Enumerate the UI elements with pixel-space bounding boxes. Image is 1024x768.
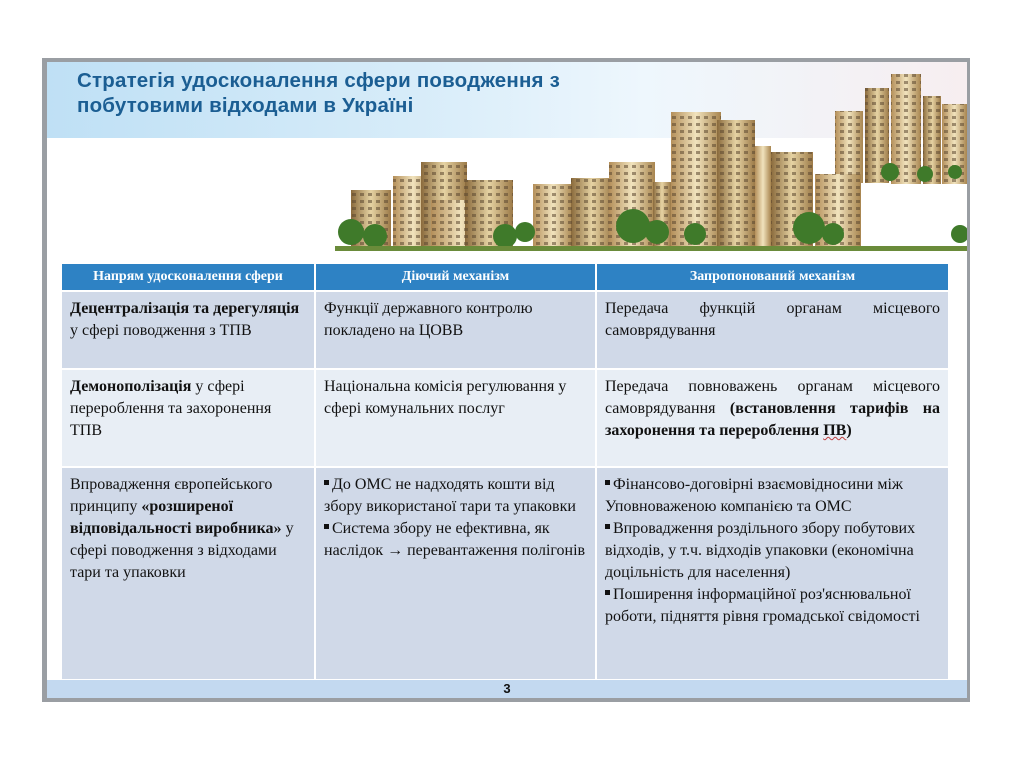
direction-rest: у сфері перероблення та захоронення ТПВ [70,378,272,439]
proposed-bold-underlined: ПВ [823,422,847,439]
square-bullet-icon [605,480,610,485]
cell-proposed [596,369,948,467]
square-bullet-icon [605,524,610,529]
strategy-table [62,264,948,679]
bullet-text: До ОМС не надходять кошти від збору використаної тари та упаковки [324,476,576,515]
proposed-bold: (встановлення тарифів на захоронення та перероблення [605,400,940,439]
cell-proposed [596,467,948,679]
slide-title-line-1: Стратегія удосконалення сфери поводження з [77,69,560,92]
bullet-item [324,474,587,518]
table-row [62,291,948,369]
direction-rest: у сфері поводження з ТПВ [70,322,252,339]
cell-proposed: Передача функцій органам місцевого самоврядування [596,291,948,369]
square-bullet-icon [605,590,610,595]
bullet-text: Система збору не ефективна, як наслідок → перевантаження полігонів [324,520,586,559]
buildings-front [351,112,861,248]
slide-frame [42,58,970,702]
table-header-row [62,264,948,291]
proposed-bold-end: ) [846,422,852,439]
cell-direction [62,369,315,467]
direction-plain: Впровадження європейського принципу [70,476,273,515]
direction-rest: у сфері поводження з відходами тари та упаковки [70,520,294,581]
table-row [62,369,948,467]
slide-title-line-2: побутовими відходами в Україні [77,94,414,117]
city-buildings-image [335,66,967,251]
bullet-text: Фінансово-договірні взаємовідносини між Уповноваженою компанією та ОМС [605,476,903,515]
cell-current [315,467,596,679]
cell-current: Функції державного контролю покладено на ЦОВВ [315,291,596,369]
cell-current: Національна комісія регулювання у сфері комунальних послуг [315,369,596,467]
grass [335,246,967,251]
square-bullet-icon [324,524,329,529]
column-header-current: Діючий механізм [315,264,596,291]
square-bullet-icon [324,480,329,485]
slide [47,62,967,698]
bullet-item [605,584,940,628]
direction-bold: Демонополізація [70,378,192,395]
direction-bold: «розширеної відповідальності виробника» [70,498,282,537]
bullet-text: Поширення інформаційної роз'яснювальної роботи, підняття рівня громадської свідомості [605,586,920,625]
column-header-proposed: Запропонований механізм [596,264,948,291]
page-number: 3 [503,681,511,696]
column-header-direction: Напрям удосконалення сфери [62,264,315,291]
direction-bold: Децентралізація та дерегуляція [70,300,300,317]
table-row [62,467,948,679]
bullet-item [324,518,587,562]
bullet-text: Впровадження роздільного збору побутових відходів, у т.ч. відходів упаковки (економічна доцільність для населення) [605,520,916,581]
bullet-item [605,474,940,518]
buildings-back [835,74,967,184]
slide-footer [47,680,967,698]
cell-direction [62,291,315,369]
bullet-item [605,518,940,584]
proposed-plain: Передача повноважень органам місцевого самоврядування [605,378,940,417]
cell-direction [62,467,315,679]
